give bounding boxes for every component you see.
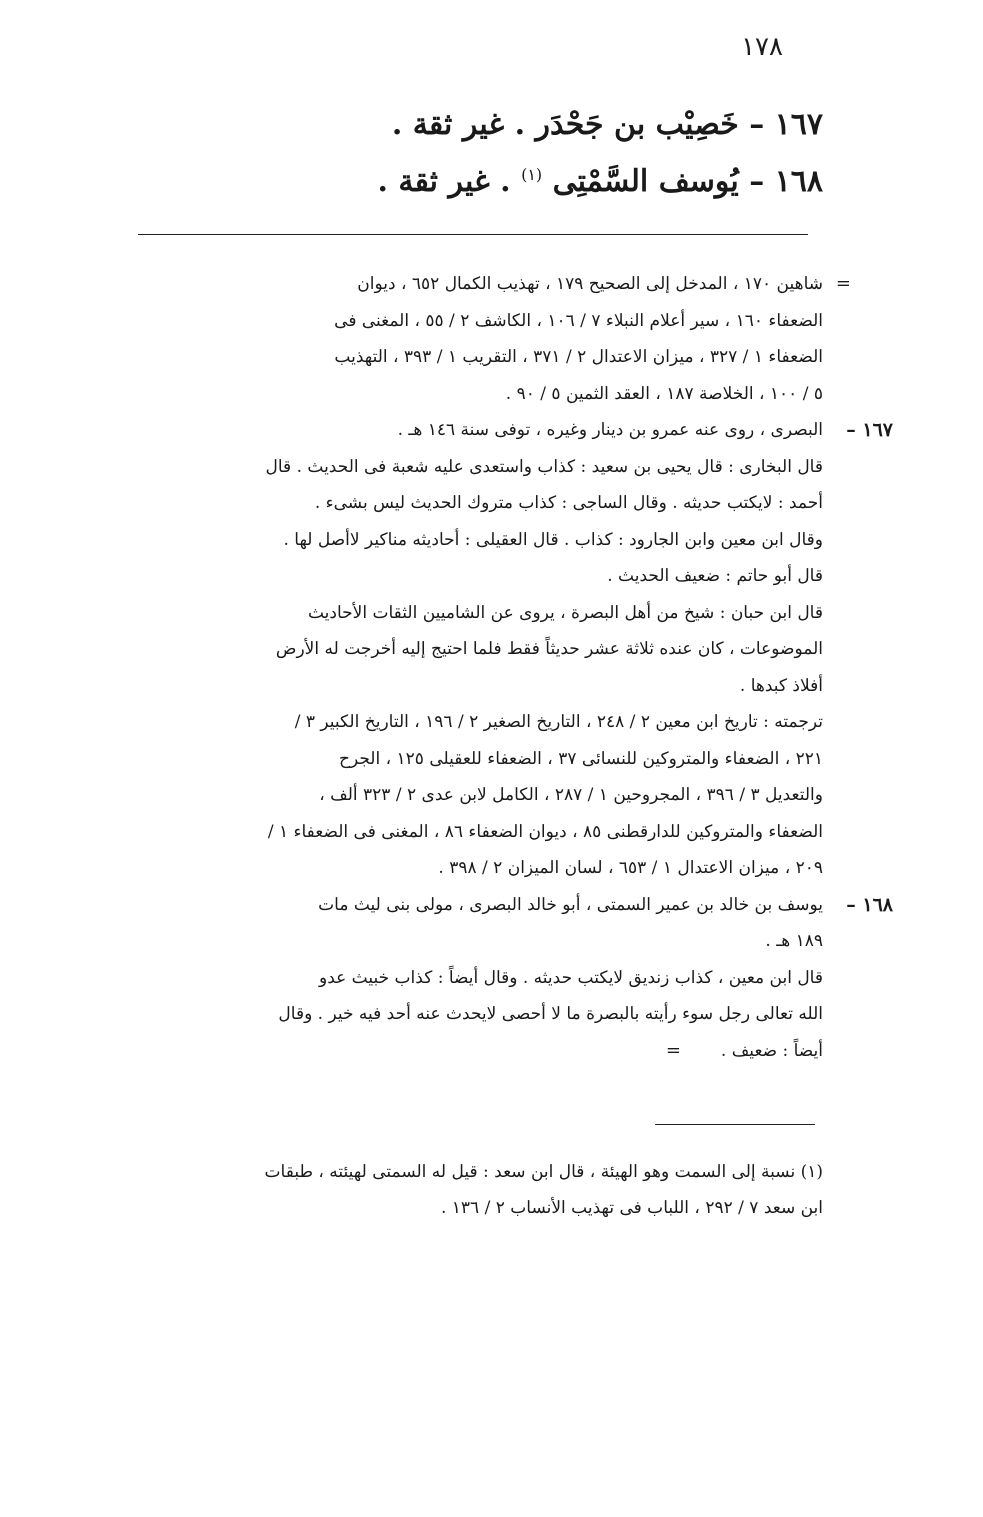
page-number: ١٧٨ — [741, 32, 783, 62]
note-line: قال ابن حبان : شيخ من أهل البصرة ، يروى عن الشاميين الثقات الأحاديث — [307, 602, 823, 623]
footnote-line: ابن سعد ٧ / ٢٩٢ ، اللباب فى تهذيب الأنساب ٢ / ١٣٦ . — [440, 1198, 823, 1218]
note-line: ٥ / ١٠٠ ، الخلاصة ١٨٧ ، العقد الثمين ٥ / ٩٠ . — [505, 383, 823, 404]
note-line: ١٨٩ هـ . — [765, 931, 823, 951]
note-line: الموضوعات ، كان عنده ثلاثة عشر حديثاً فقط فلما احتيج إليه أخرجت له الأرض — [275, 639, 823, 659]
note-marker: ١٦٧ – — [846, 419, 893, 441]
entry-list — [123, 100, 823, 207]
note-line: الضعفاء ١ / ٣٢٧ ، ميزان الاعتدال ٢ / ٣٧١ ، التقريب ١ / ٣٩٣ ، التهذيب — [334, 347, 823, 367]
note-line: أحمد : لايكتب حديثه . وقال الساجى : كذاب متروك الحديث ليس بشىء . — [314, 493, 823, 513]
note-line: يوسف بن خالد بن عمير السمتى ، أبو خالد البصرى ، مولى بنى ليث مات — [318, 894, 823, 915]
continued-marker: = — [835, 273, 851, 294]
note-line: أيضاً : ضعيف . — [720, 1040, 823, 1061]
note-line: شاهين ١٧٠ ، المدخل إلى الصحيح ١٧٩ ، تهذيب الكمال ٦٥٢ ، ديوان — [357, 274, 823, 294]
entry-text: – خَصِيْب بن جَحْدَر . غير ثقة . — [391, 107, 765, 142]
entry-167 — [123, 100, 823, 150]
note-continued — [143, 266, 851, 412]
footnote-section — [133, 1154, 823, 1226]
entry-168 — [123, 150, 823, 207]
footnote-ref: (١) — [521, 165, 543, 184]
note-line: الضعفاء ١٦٠ ، سير أعلام النبلاء ٧ / ١٠٦ ، الكاشف ٢ / ٥٥ ، المغنى فى — [334, 310, 823, 331]
note-line: البصرى ، روى عنه عمرو بن دينار وغيره ، توفى سنة ١٤٦ هـ . — [397, 420, 823, 440]
note-line: قال أبو حاتم : ضعيف الحديث . — [607, 566, 823, 586]
note-line: وقال ابن معين وابن الجارود : كذاب . قال العقيلى : أحاديثه مناكير لاأصل لها . — [283, 529, 823, 550]
note-line: ٢٠٩ ، ميزان الاعتدال ١ / ٦٥٣ ، لسان الميزان ٢ / ٣٩٨ . — [438, 858, 823, 878]
note-line: قال البخارى : قال يحيى بن سعيد : كذاب واستعدى عليه شعبة فى الحديث . قال — [265, 456, 823, 477]
note-line: والتعديل ٣ / ٣٩٦ ، المجروحين ١ / ٢٨٧ ، الكامل لابن عدى ٢ / ٣٢٣ ألف ، — [319, 785, 823, 805]
entry-number: ١٦٧ — [774, 107, 823, 142]
note-marker: ١٦٨ – — [846, 893, 893, 916]
note-line: الله تعالى رجل سوء رأيته بالبصرة ما لا أحصى لايحدث عنه أحد فيه خير . وقال — [278, 1004, 823, 1024]
entry-text-after: . غير ثقة . — [377, 164, 511, 199]
note-line: قال ابن معين ، كذاب زنديق لايكتب حديثه . وقال أيضاً : كذاب خبيث عدو — [319, 967, 823, 988]
footnote-line: (١) نسبة إلى السمت وهو الهيئة ، قال ابن سعد : قيل له السمتى لهيئته ، طبقات — [264, 1162, 823, 1182]
note-167 — [143, 412, 893, 887]
entry-number: ١٦٨ — [774, 164, 823, 199]
note-line: الضعفاء والمتروكين للدارقطنى ٨٥ ، ديوان الضعفاء ٨٦ ، المغنى فى الضعفاء ١ / — [267, 821, 823, 842]
note-line: أفلاذ كبدها . — [739, 675, 823, 696]
note-line-with-continuation — [143, 1033, 823, 1070]
note-line: ٢٢١ ، الضعفاء والمتروكين للنسائى ٣٧ ، الضعفاء للعقيلى ١٢٥ ، الجرح — [338, 748, 823, 769]
notes-section — [143, 266, 893, 1069]
main-divider — [138, 234, 808, 235]
note-line: ترجمته : تاريخ ابن معين ٢ / ٢٤٨ ، التاريخ الصغير ٢ / ١٩٦ ، التاريخ الكبير ٣ / — [294, 712, 823, 732]
footnote-divider — [655, 1124, 815, 1125]
continuation-marker: = — [665, 1039, 681, 1061]
note-168 — [143, 887, 893, 1070]
entry-text: – يُوسف السَّمْتِى — [552, 164, 765, 199]
